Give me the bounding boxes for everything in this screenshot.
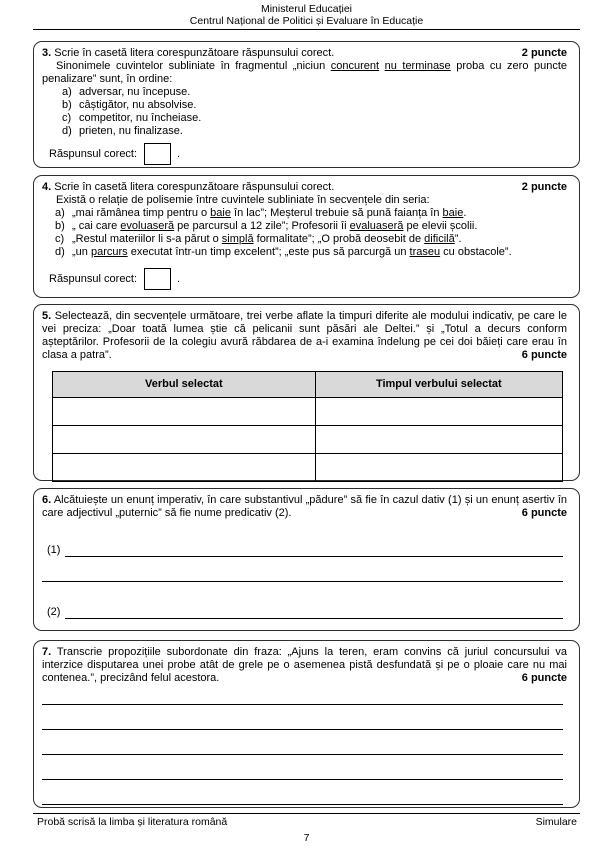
option-text: „ cai care evoluaseră pe parcursul a 12 zile”; Profesorii îi evaluaseră pe elevii școlii. — [72, 220, 478, 232]
question-3-prompt: Scrie în casetă litera corespunzătoare răspunsului corect. — [54, 47, 335, 59]
answer-line[interactable] — [42, 729, 563, 730]
answer-suffix: . — [177, 147, 181, 160]
question-4-head — [42, 181, 567, 194]
question-5-points: 6 puncte — [516, 349, 567, 362]
answer-2-row — [42, 603, 563, 619]
table-row — [53, 426, 563, 454]
question-6-panel — [33, 488, 580, 631]
answer-line[interactable] — [42, 804, 563, 805]
verb-cell[interactable] — [53, 398, 316, 426]
option-letter: a) — [55, 207, 65, 219]
answer-1-row — [42, 541, 563, 557]
question-7-prompt: 7. Transcrie propozițiile subordonate din fraza: „Ajuns la teren, eram convins că juriul concursului va interzice disputarea unei probe atât de grele pe o asemenea pistă desfundată și pe o ploaie care nu mai contenea.”, precizând felul acestora. 6 puncte — [42, 646, 567, 684]
option-text: prieten, nu finalizase. — [79, 125, 183, 137]
question-5-prompt: 5. Selectează, din secvențele următoare, trei verbe aflate la timpuri diferite ale modului indicativ, pe care le vei preciza: „Doar toată lumea știe că pelicanii sunt păsări ale Deltei.” și „Totul a decurs conform așteptărilor. Profesorii de la colegiu avură răbdarea de a-i examina îndelung pe cei doi băieți care erau în clasa a patra”. 6 puncte — [42, 310, 567, 361]
option-text: câștigător, nu absolvise. — [79, 99, 197, 111]
ministry-title: Ministerul Educației — [260, 3, 353, 15]
question-4-answer-box[interactable] — [144, 268, 171, 290]
option-text: adversar, nu începuse. — [79, 86, 191, 98]
question-4-answer-row — [49, 268, 567, 290]
questions-sheet — [33, 41, 580, 808]
question-4-panel — [33, 175, 580, 298]
question-6-points: 6 puncte — [516, 507, 567, 520]
question-3-option-a — [62, 86, 567, 99]
question-4-option-c — [55, 233, 567, 246]
question-4-number: 4. — [42, 181, 52, 193]
tense-cell[interactable] — [315, 454, 562, 482]
footer-session: Simulare — [535, 816, 577, 828]
question-4-points: 2 puncte — [521, 181, 567, 193]
answer-line[interactable] — [42, 779, 563, 780]
question-4-option-b — [55, 220, 567, 233]
question-4-option-d — [55, 246, 567, 259]
col-header-tense: Timpul verbului selectat — [315, 372, 562, 398]
header-divider — [33, 29, 580, 30]
question-3-intro: Sinonimele cuvintelor subliniate în fragmentul „niciun concurent nu terminase proba cu zero puncte penalizare” sunt, în ordine: — [42, 60, 568, 85]
option-letter: c) — [62, 112, 72, 124]
option-letter: b) — [62, 99, 72, 111]
tense-cell[interactable] — [315, 426, 562, 454]
option-text: „mai rămânea timp pentru o baie în lac”; Meșterul trebuie să pună faianța în baie. — [72, 207, 467, 219]
page-footer — [37, 816, 577, 829]
question-3-option-d — [62, 125, 567, 138]
question-3-answer-box[interactable] — [144, 143, 171, 165]
question-7-panel — [33, 640, 580, 808]
question-4-prompt: Scrie în casetă litera corespunzătoare răspunsului corect. — [54, 181, 335, 193]
q5-verbs-table — [52, 371, 563, 482]
question-3-points: 2 puncte — [521, 47, 567, 59]
question-4-intro: Există o relație de polisemie între cuvintele subliniate în secvențele din seria: — [56, 194, 430, 206]
table-row — [53, 454, 563, 482]
answer-suffix: . — [177, 272, 181, 285]
option-letter: b) — [55, 220, 65, 232]
option-text: „un parcurs executat într-un timp excelent”; „este pus să parcurgă un traseu cu obstacole”. — [72, 246, 512, 258]
answer-1-line[interactable] — [65, 541, 563, 557]
tense-cell[interactable] — [315, 398, 562, 426]
answer-label: Răspunsul corect: — [49, 147, 138, 160]
center-title: Centrul Național de Politici și Evaluare în Educație — [189, 14, 424, 27]
answer-line[interactable] — [42, 581, 563, 582]
verb-cell[interactable] — [53, 426, 316, 454]
page-header — [0, 0, 613, 27]
footer-divider — [33, 813, 580, 814]
answer-2-label: (2) — [47, 606, 61, 618]
option-letter: a) — [62, 86, 72, 98]
option-text: „Restul materiilor li s-a părut o simplă formalitate”; „O probă deosebit de dificilă”. — [72, 233, 462, 245]
option-letter: d) — [55, 246, 65, 258]
question-7-answer-area — [42, 704, 567, 805]
question-4-option-a — [55, 207, 567, 220]
answer-1-label: (1) — [47, 544, 61, 556]
question-5-panel — [33, 304, 580, 481]
answer-2-line[interactable] — [65, 603, 563, 619]
col-header-verb: Verbul selectat — [53, 372, 316, 398]
question-7-points: 6 puncte — [516, 672, 567, 685]
question-6-prompt: 6. Alcătuiește un enunț imperativ, în care substantivul „pădure” să fie în cazul dativ (1) și un enunț asertiv în care adjectivul „puternic” să fie nume predicativ (2). 6 puncte — [42, 494, 567, 519]
question-3-answer-row — [49, 143, 567, 165]
question-3-option-b — [62, 99, 567, 112]
verb-cell[interactable] — [53, 454, 316, 482]
table-header-row — [53, 372, 563, 398]
option-letter: c) — [55, 233, 65, 245]
answer-line[interactable] — [42, 704, 563, 705]
question-3-number: 3. — [42, 47, 52, 59]
option-text: competitor, nu încheiase. — [79, 112, 202, 124]
question-3-panel — [33, 41, 580, 168]
table-row — [53, 398, 563, 426]
answer-line[interactable] — [42, 754, 563, 755]
question-3-option-c — [62, 112, 567, 125]
question-3-head — [42, 47, 567, 60]
page-number: 7 — [303, 832, 310, 844]
footer-subject: Probă scrisă la limba și literatura română — [37, 816, 228, 828]
option-letter: d) — [62, 125, 72, 137]
answer-label: Răspunsul corect: — [49, 272, 138, 285]
